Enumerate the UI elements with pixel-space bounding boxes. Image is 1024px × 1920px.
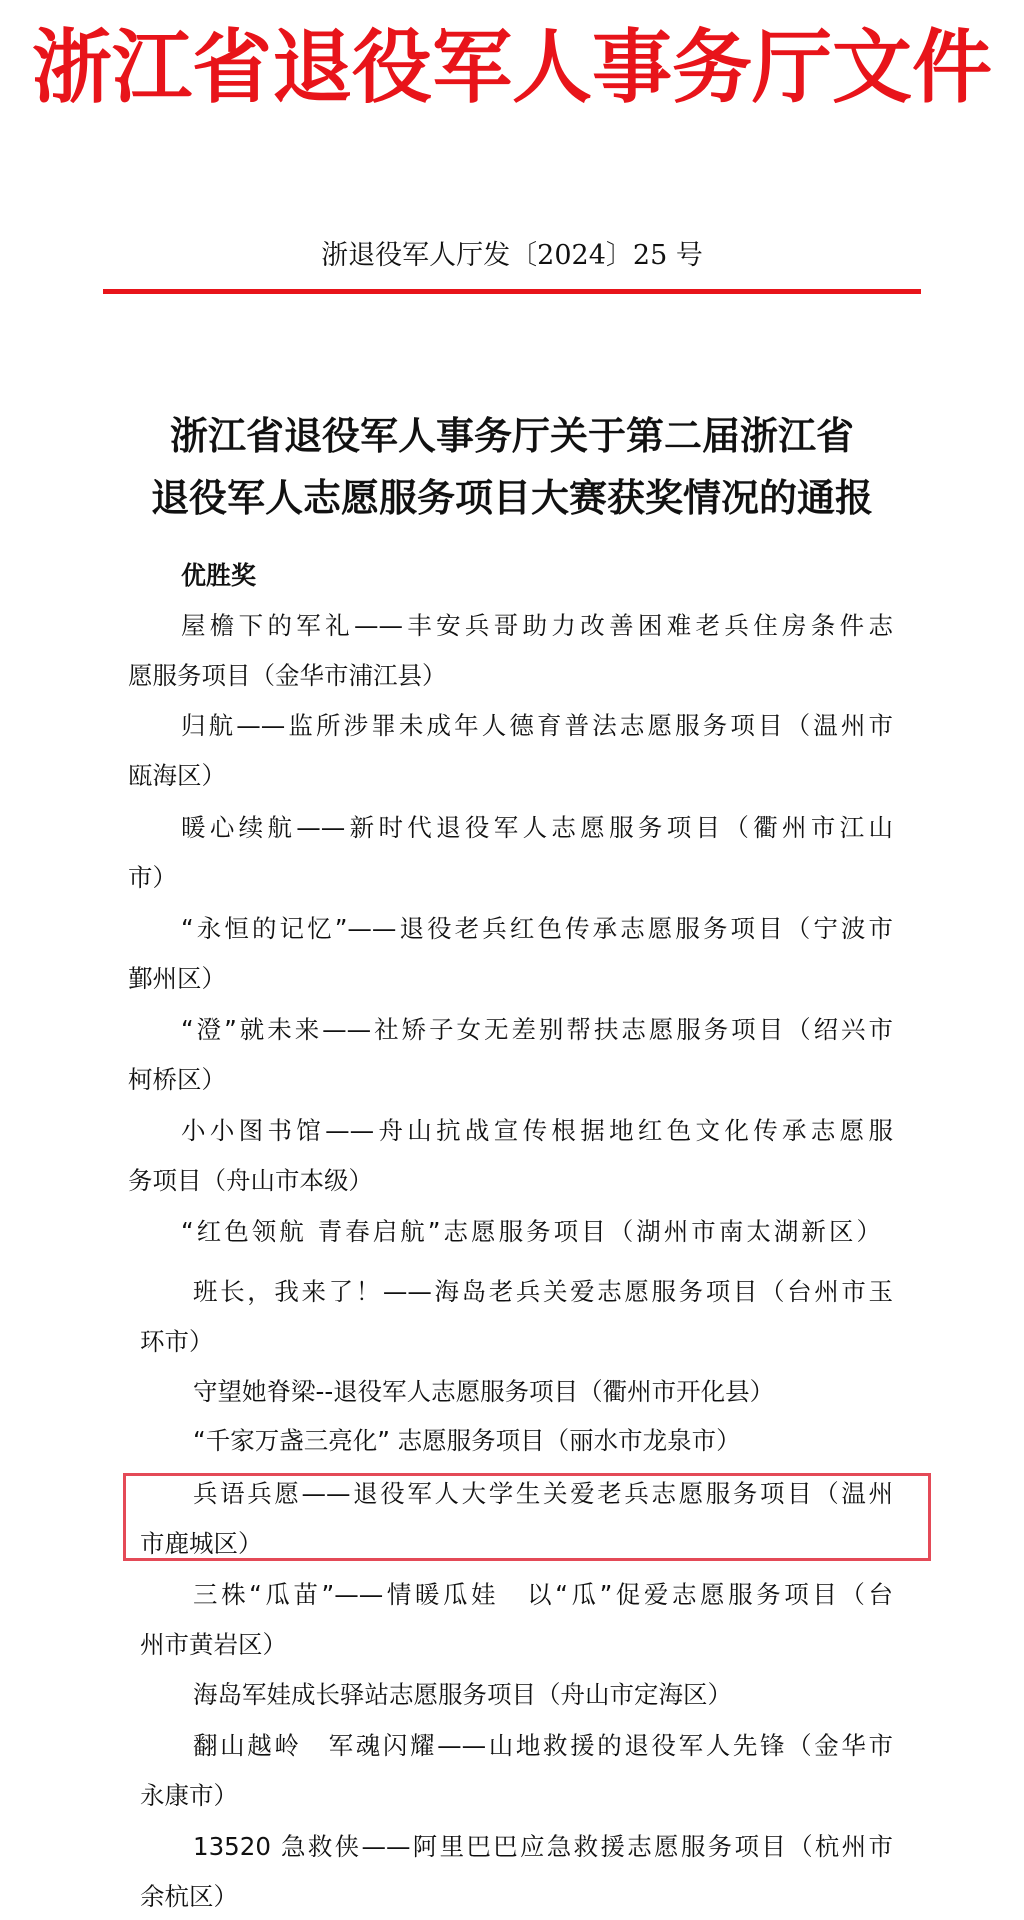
list-item-text-continued: 州市黄岩区）: [140, 1630, 287, 1659]
list-item-text: 班长，我来了！——海岛老兵关爱志愿服务项目（台州市玉: [193, 1277, 893, 1306]
list-item-text-continued: 市鹿城区）: [140, 1529, 263, 1558]
list-item-text-continued: 瓯海区）: [128, 761, 226, 790]
list-item-text: 守望她脊梁--退役军人志愿服务项目（衢州市开化县）: [193, 1377, 775, 1406]
list-item-text: “澄”就未来——社矫子女无差别帮扶志愿服务项目（绍兴市: [181, 1015, 893, 1044]
list-item-text-continued: 柯桥区）: [128, 1065, 226, 1094]
list-item-text-continued: 市）: [128, 863, 177, 892]
list-item-text: 归航——监所涉罪未成年人德育普法志愿服务项目（温州市: [181, 711, 893, 740]
list-item-text: 13520 急救侠——阿里巴巴应急救援志愿服务项目（杭州市: [193, 1832, 893, 1861]
section-heading-award: 优胜奖: [181, 561, 257, 590]
list-item-text: 屋檐下的军礼——丰安兵哥助力改善困难老兵住房条件志: [181, 611, 893, 640]
list-item-text-continued: 余杭区）: [140, 1882, 238, 1911]
list-item-text-continued: 永康市）: [140, 1781, 238, 1810]
list-item-text: 海岛军娃成长驿站志愿服务项目（舟山市定海区）: [193, 1680, 732, 1709]
list-item-text: “红色领航 青春启航”志愿服务项目（湖州市南太湖新区）: [181, 1217, 881, 1246]
list-item-text: “千家万盏三亮化” 志愿服务项目（丽水市龙泉市）: [193, 1426, 741, 1455]
list-item-text: 暖心续航——新时代退役军人志愿服务项目（衢州市江山: [181, 813, 893, 842]
document-number: 浙退役军人厅发〔2024〕25 号: [321, 240, 703, 271]
list-item-text-continued: 愿服务项目（金华市浦江县）: [128, 661, 447, 690]
list-item-text-continued: 鄞州区）: [128, 964, 226, 993]
list-item-text: “永恒的记忆”——退役老兵红色传承志愿服务项目（宁波市: [181, 914, 893, 943]
red-divider-line: [103, 289, 921, 294]
list-item-text-continued: 务项目（舟山市本级）: [128, 1166, 373, 1195]
list-item-text: 兵语兵愿——退役军人大学生关爱老兵志愿服务项目（温州: [193, 1479, 893, 1508]
list-item-text: 小小图书馆——舟山抗战宣传根据地红色文化传承志愿服: [181, 1116, 893, 1145]
list-item-text: 翻山越岭 军魂闪耀——山地救援的退役军人先锋（金华市: [193, 1731, 893, 1760]
document-title-line-2: 退役军人志愿服务项目大赛获奖情况的通报: [150, 476, 873, 520]
list-item-text-continued: 环市）: [140, 1327, 214, 1356]
list-item-text: 三株“瓜苗”——情暖瓜娃 以“瓜”促爱志愿服务项目（台: [193, 1580, 893, 1609]
document-title: [60, 405, 964, 529]
document-header-title: 浙江省退役军人事务厅文件: [32, 21, 992, 114]
document-title-line-1: 浙江省退役军人事务厅关于第二届浙江省: [169, 414, 854, 458]
